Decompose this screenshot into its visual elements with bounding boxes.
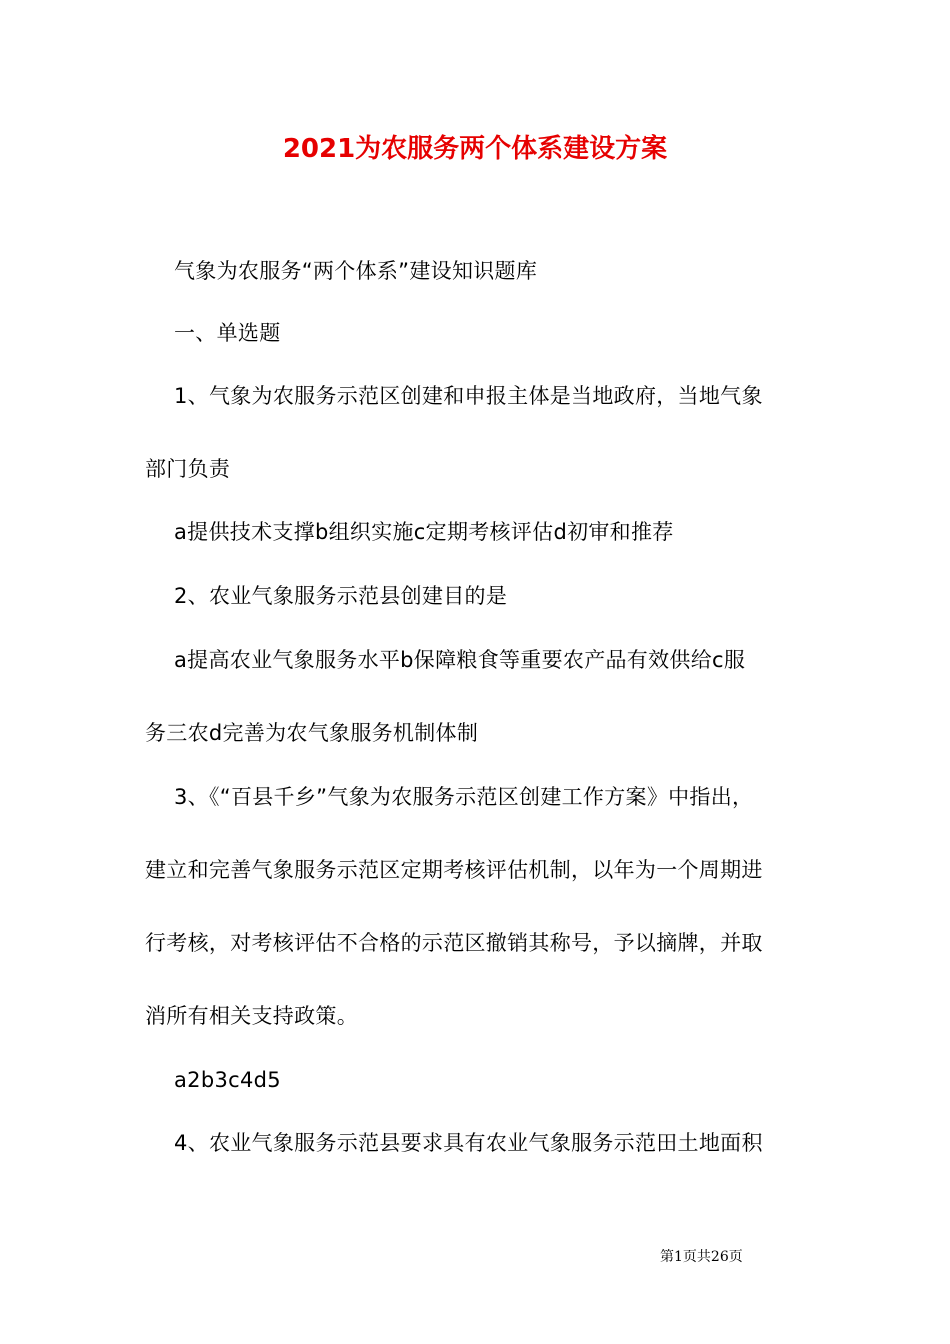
paragraph-line-section: 一、单选题 bbox=[174, 321, 281, 345]
page-number: 第1页共26页 bbox=[660, 1249, 743, 1265]
document-title: 2021为农服务两个体系建设方案 bbox=[282, 134, 668, 164]
paragraph-line-q1-cont: 部门负责 bbox=[145, 457, 231, 481]
paragraph-line-q2: 2、农业气象服务示范县创建目的是 bbox=[174, 584, 508, 608]
paragraph-line-q3-cont-1: 建立和完善气象服务示范区定期考核评估机制，以年为一个周期进 bbox=[145, 858, 763, 882]
paragraph-line-q3-cont-2: 行考核，对考核评估不合格的示范区撤销其称号，予以摘牌，并取 bbox=[145, 931, 763, 955]
paragraph-line-q2-options-cont: 务三农d完善为农气象服务机制体制 bbox=[145, 721, 479, 745]
paragraph-line-q4: 4、农业气象服务示范县要求具有农业气象服务示范田土地面积 bbox=[174, 1131, 763, 1155]
paragraph-line-q3: 3、《“百县千乡”气象为农服务示范区创建工作方案》中指出， bbox=[174, 785, 754, 809]
paragraph-line-heading: 气象为农服务“两个体系”建设知识题库 bbox=[174, 259, 538, 283]
paragraph-line-q3-cont-3: 消所有相关支持政策。 bbox=[145, 1004, 358, 1028]
paragraph-line-q1: 1、气象为农服务示范区创建和申报主体是当地政府，当地气象 bbox=[174, 384, 763, 408]
paragraph-line-q2-options: a提高农业气象服务水平b保障粮食等重要农产品有效供给c服 bbox=[174, 648, 746, 672]
paragraph-line-q1-options: a提供技术支撑b组织实施c定期考核评估d初审和推荐 bbox=[174, 520, 674, 544]
paragraph-line-q3-options: a2b3c4d5 bbox=[174, 1068, 281, 1092]
